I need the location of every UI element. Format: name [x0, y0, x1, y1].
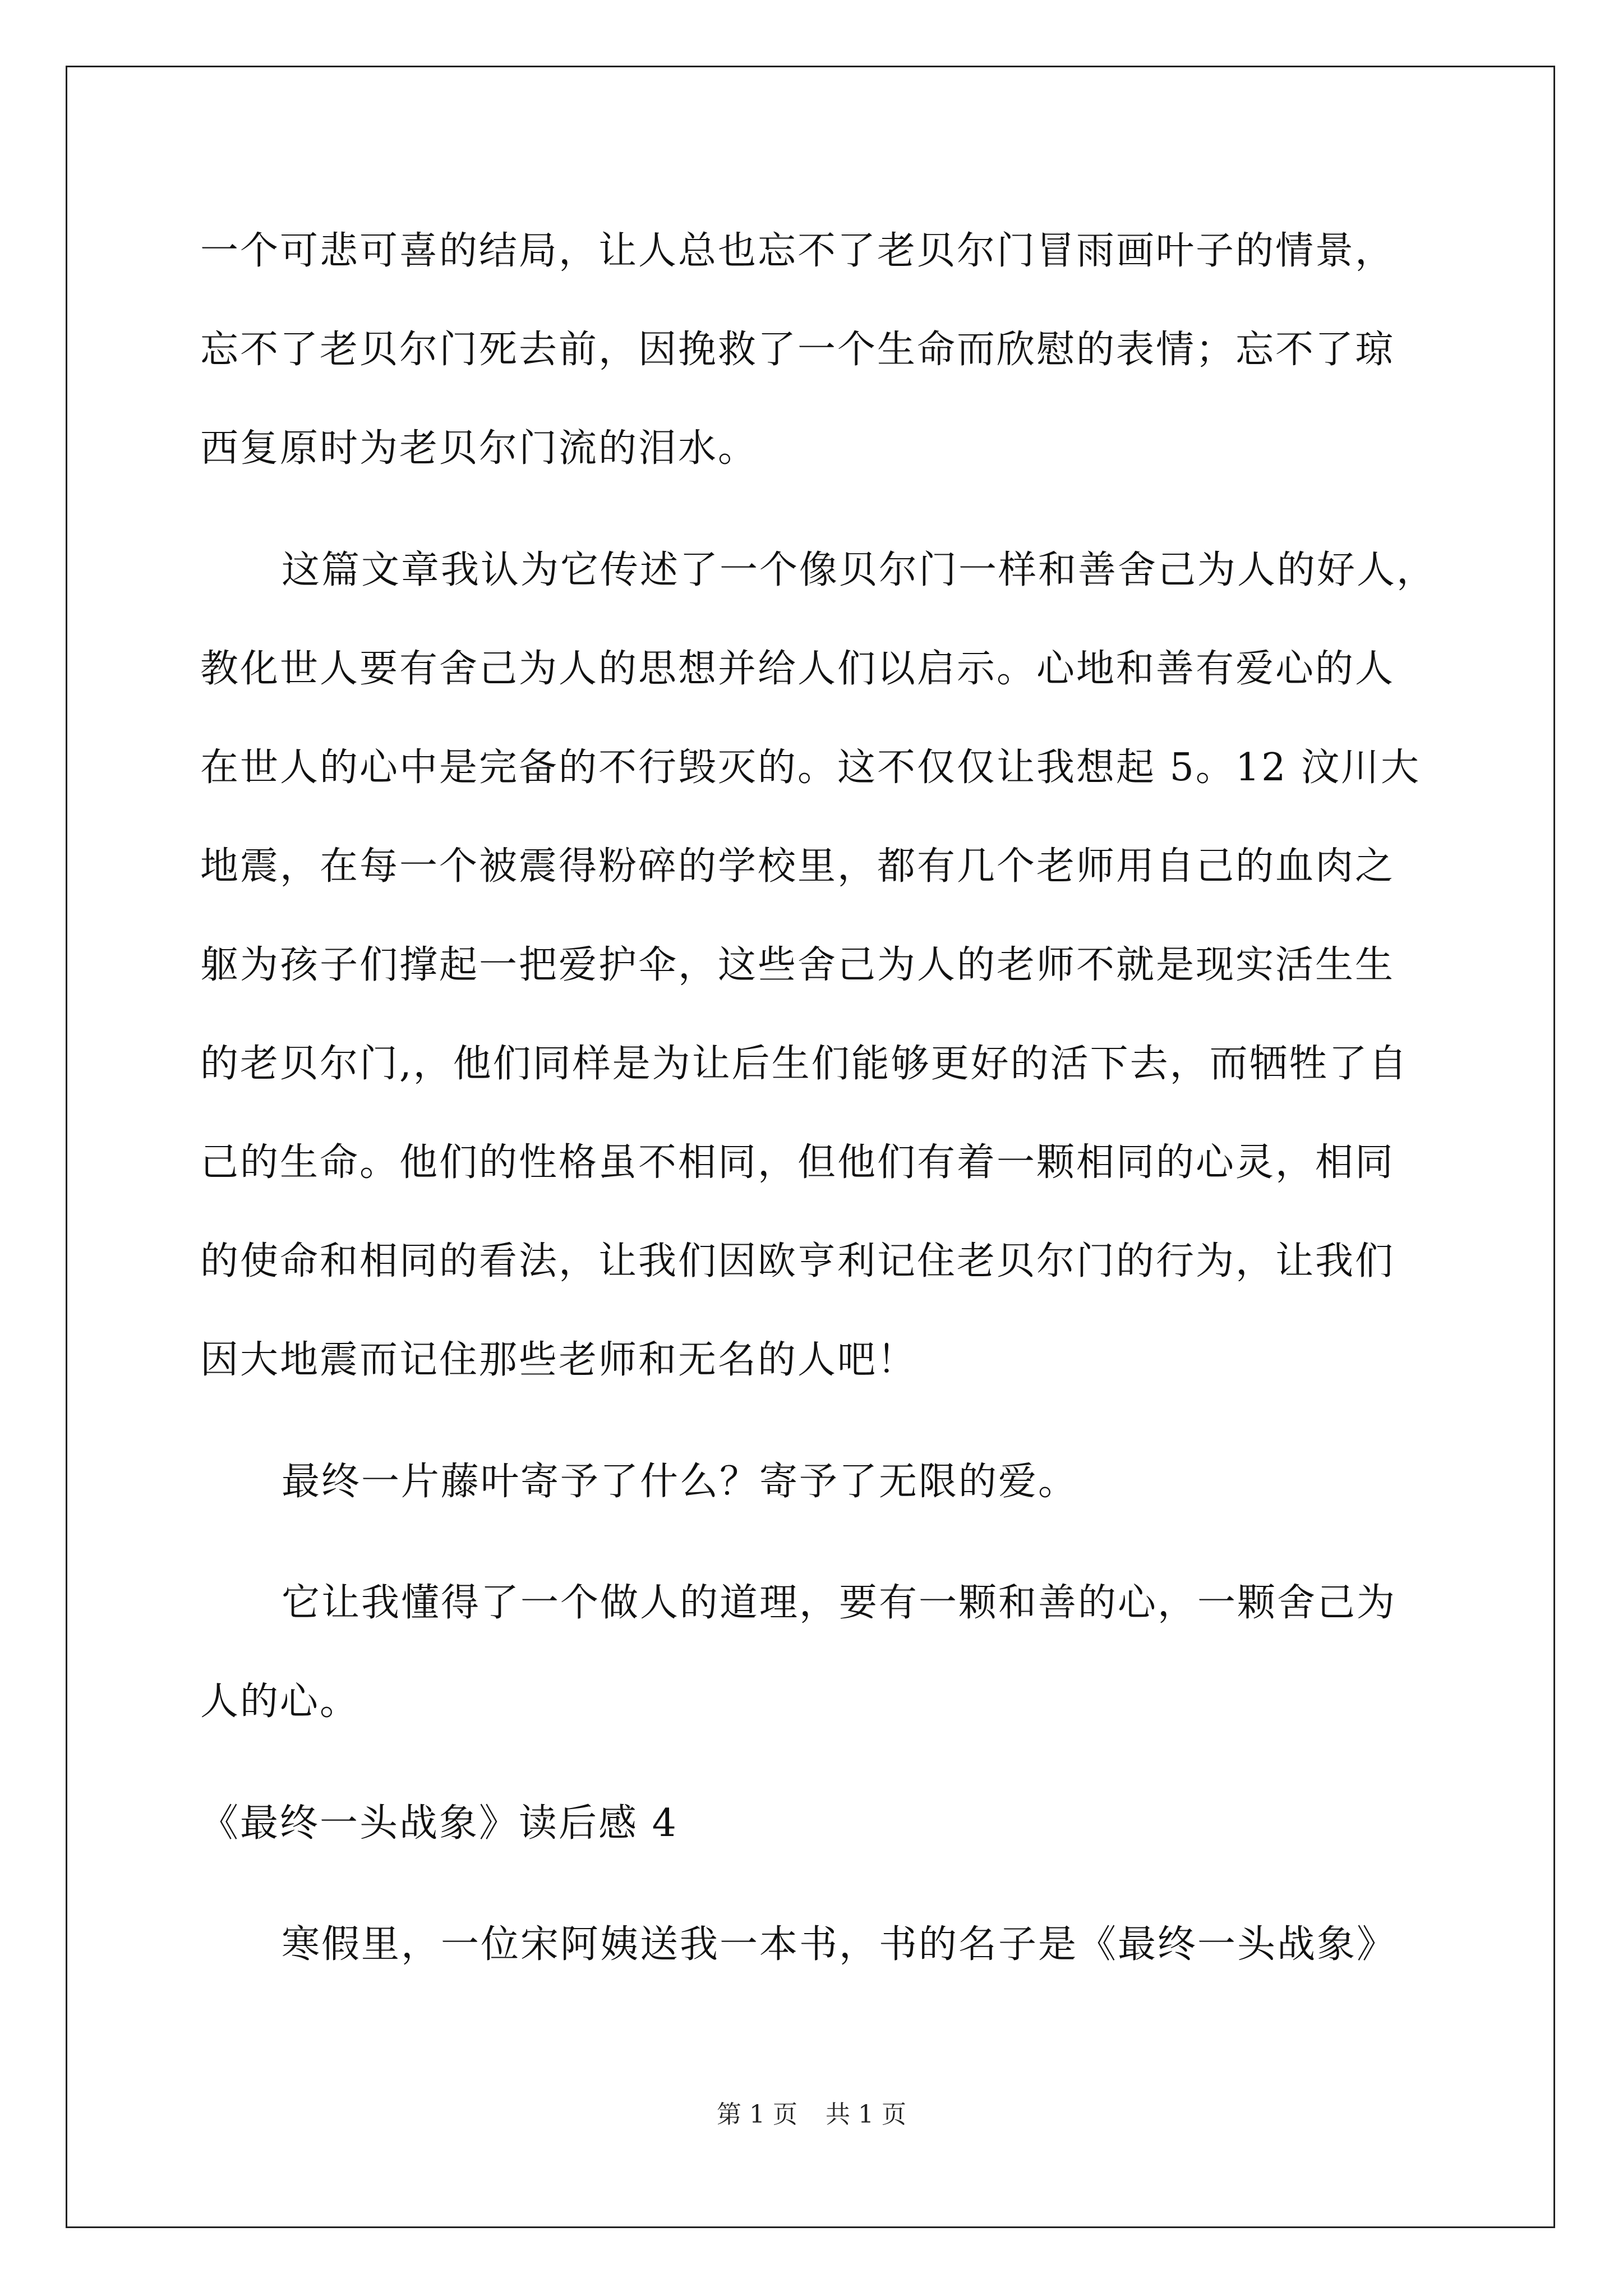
text-line-12: 因大地震而记住那些老师和无名的人吧！: [200, 1338, 917, 1382]
text-line-1: 一个可悲可喜的结局，让人总也忘不了老贝尔门冒雨画叶子的情景，: [200, 229, 1395, 273]
page-footer: [0, 2098, 1623, 2132]
text-line-11: 的使命和相同的看法，让我们因欧亨利记住老贝尔门的行为，让我们: [200, 1239, 1395, 1283]
paragraph-3-line-1: 最终一片藤叶寄予了什么？寄予了无限的爱。: [282, 1460, 1078, 1504]
text-line-8: 躯为孩子们撑起一把爱护伞，这些舍己为人的老师不就是现实活生生: [200, 943, 1395, 987]
text-line-7: 地震，在每一个被震得粉碎的学校里，都有几个老师用自己的血肉之: [200, 844, 1395, 889]
page-number: 第 1 页: [717, 2100, 797, 2129]
text-line-3: 西复原时为老贝尔门流的泪水。: [200, 426, 758, 471]
paragraph-5-line-1: 寒假里，一位宋阿姨送我一本书，书的名子是《最终一头战象》: [282, 1922, 1397, 1967]
paragraph-4-line-1: 它让我懂得了一个做人的道理，要有一颗和善的心，一颗舍己为: [282, 1581, 1397, 1625]
page-total: 共 1 页: [826, 2100, 906, 2129]
text-line-5: 教化世人要有舍己为人的思想并给人们以启示。心地和善有爱心的人: [200, 647, 1395, 691]
text-line-9: 的老贝尔门,，他们同样是为让后生们能够更好的活下去，而牺牲了自: [200, 1042, 1409, 1086]
text-line-6: 在世人的心中是完备的不行毁灭的。这不仅仅让我想起 5。12 汶川大: [200, 746, 1421, 790]
text-line-10: 己的生命。他们的性格虽不相同，但他们有着一颗相同的心灵，相同: [200, 1140, 1395, 1185]
section-heading: 《最终一头战象》读后感 4: [200, 1801, 678, 1846]
text-line-15: 人的心。: [200, 1680, 360, 1724]
paragraph-2-line-1: 这篇文章我认为它传述了一个像贝尔门一样和善舍己为人的好人，: [282, 548, 1437, 592]
text-line-2: 忘不了老贝尔门死去前，因挽救了一个生命而欣慰的表情；忘不了琼: [200, 328, 1395, 372]
